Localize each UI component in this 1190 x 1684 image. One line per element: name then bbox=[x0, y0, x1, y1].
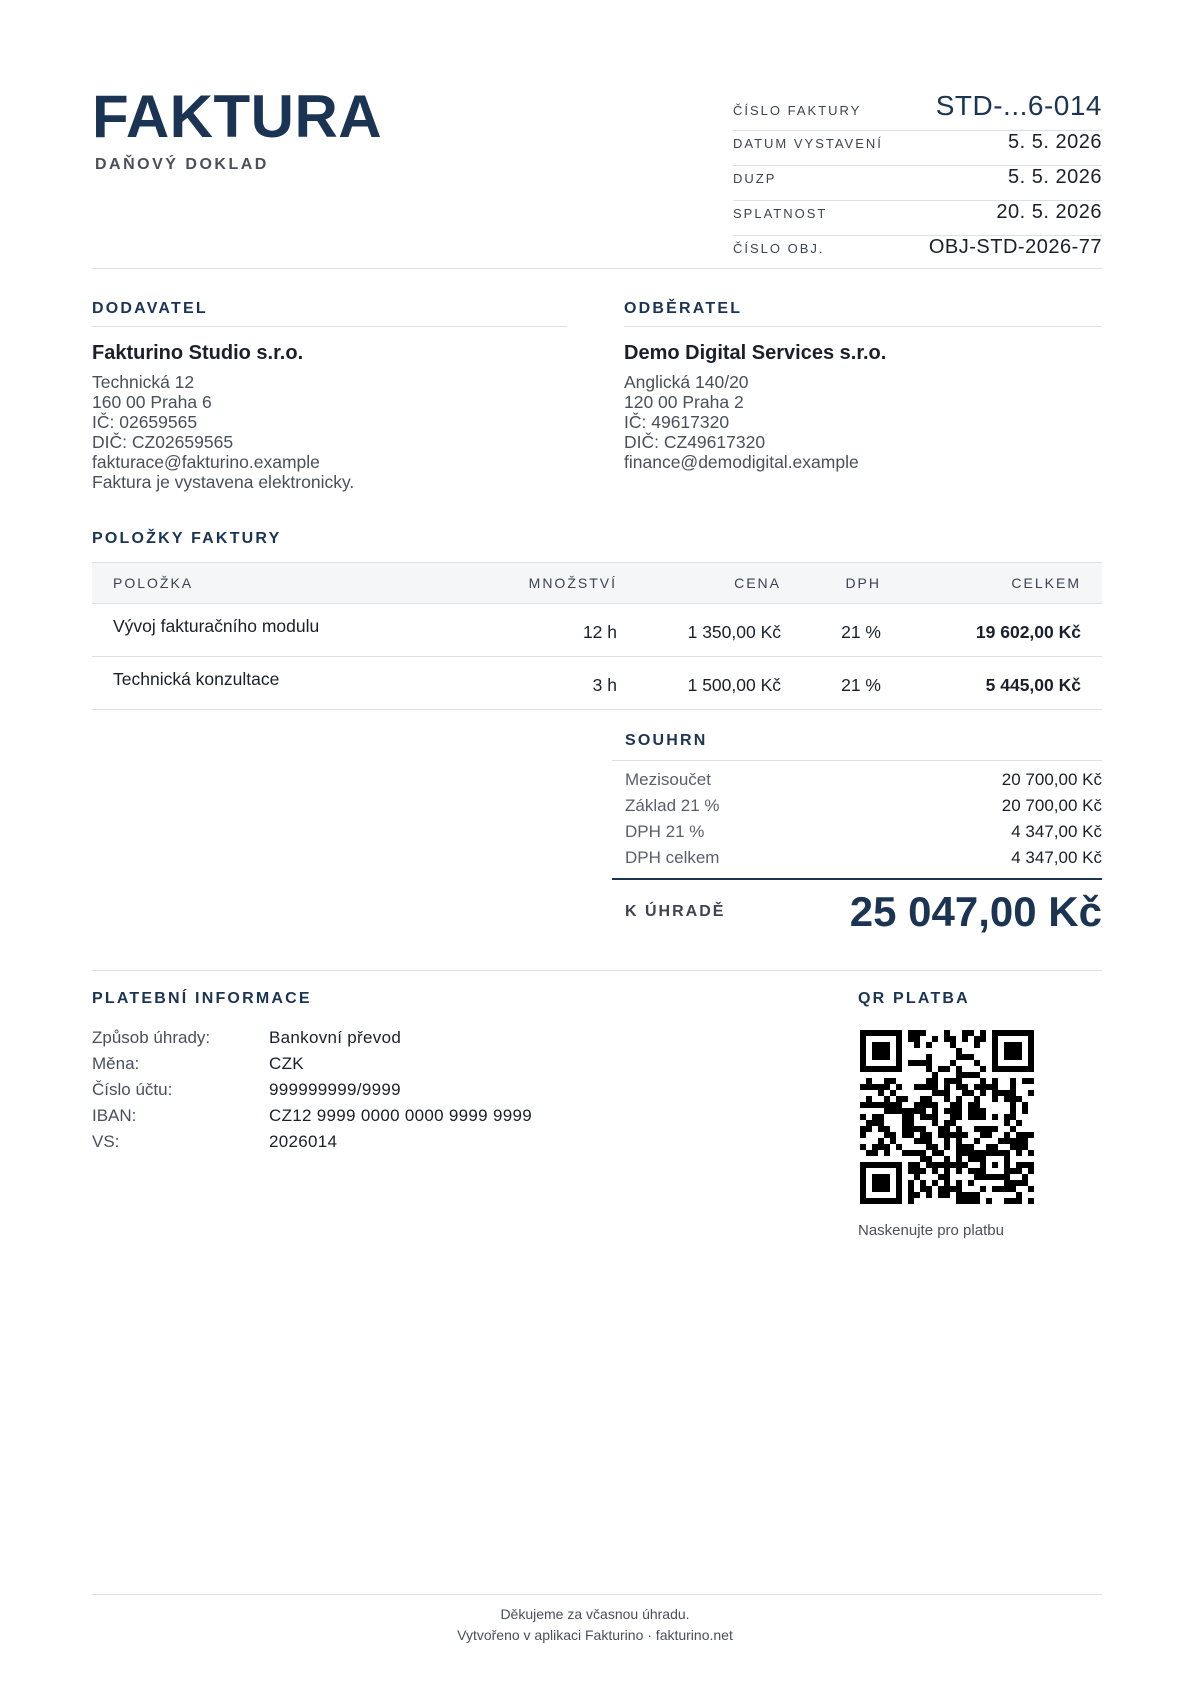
cell-vat: 21 % bbox=[841, 622, 881, 642]
summary-label: Mezisoučet bbox=[625, 770, 711, 789]
customer-details bbox=[624, 372, 859, 472]
meta-value: STD-...6-014 bbox=[935, 90, 1102, 121]
summary-row bbox=[625, 822, 1102, 848]
supplier-line: 160 00 Praha 6 bbox=[92, 392, 212, 412]
total-divider bbox=[612, 878, 1102, 880]
cell-vat: 21 % bbox=[841, 675, 881, 695]
amount-due-value: 25 047,00 Kč bbox=[849, 888, 1102, 935]
table-header bbox=[92, 562, 1102, 604]
qr-code-icon bbox=[860, 1030, 1034, 1204]
supplier-details bbox=[92, 372, 354, 492]
supplier-name: Fakturino Studio s.r.o. bbox=[92, 342, 304, 364]
payment-label: Způsob úhrady: bbox=[92, 1028, 211, 1047]
meta-label: ČÍSLO FAKTURY bbox=[733, 103, 862, 118]
summary-value: 20 700,00 Kč bbox=[1001, 770, 1102, 789]
cell-qty: 3 h bbox=[592, 675, 617, 695]
payment-label: Měna: bbox=[92, 1054, 140, 1073]
supplier-divider bbox=[92, 326, 567, 327]
amount-due-label: K ÚHRADĚ bbox=[625, 903, 726, 920]
invoice-subtitle: DAŇOVÝ DOKLAD bbox=[95, 156, 269, 173]
customer-email: finance@demodigital.example bbox=[624, 452, 859, 472]
cell-total: 19 602,00 Kč bbox=[975, 622, 1081, 642]
column-header-price: CENA bbox=[734, 575, 781, 591]
header-divider bbox=[92, 268, 1102, 269]
column-header-qty: MNOŽSTVÍ bbox=[528, 575, 617, 591]
payment-label: IBAN: bbox=[92, 1106, 137, 1125]
meta-row-invoice-number bbox=[733, 90, 1102, 131]
supplier-line: IČ: 02659565 bbox=[92, 412, 198, 432]
payment-value: CZK bbox=[269, 1054, 304, 1073]
items-heading: POLOŽKY FAKTURY bbox=[92, 530, 282, 547]
summary-row bbox=[625, 796, 1102, 822]
summary-label: DPH celkem bbox=[625, 848, 720, 867]
qr-heading: QR PLATBA bbox=[858, 990, 970, 1007]
table-row bbox=[92, 657, 1102, 710]
customer-line: IČ: 49617320 bbox=[624, 412, 730, 432]
supplier-line: DIČ: CZ02659565 bbox=[92, 432, 234, 452]
column-header-total: CELKEM bbox=[1011, 575, 1081, 591]
supplier-line: Technická 12 bbox=[92, 372, 195, 392]
meta-label: DUZP bbox=[733, 171, 777, 186]
summary-table bbox=[625, 770, 1102, 874]
summary-label: DPH 21 % bbox=[625, 822, 705, 841]
meta-row-duzp bbox=[733, 166, 1102, 201]
meta-value: OBJ-STD-2026-77 bbox=[928, 236, 1102, 258]
payment-heading: PLATEBNÍ INFORMACE bbox=[92, 990, 312, 1007]
invoice-title: FAKTURA bbox=[92, 83, 383, 150]
payment-label: VS: bbox=[92, 1132, 120, 1151]
meta-value: 5. 5. 2026 bbox=[1008, 131, 1102, 153]
payment-value: 999999999/9999 bbox=[269, 1080, 401, 1099]
supplier-heading: DODAVATEL bbox=[92, 300, 208, 317]
summary-value: 20 700,00 Kč bbox=[1001, 796, 1102, 815]
meta-label: SPLATNOST bbox=[733, 206, 828, 221]
invoice-meta bbox=[733, 90, 1102, 270]
footer-thanks: Děkujeme za včasnou úhradu. bbox=[500, 1606, 690, 1622]
footer-credit: Vytvořeno v aplikaci Fakturino · fakturino.net bbox=[457, 1627, 733, 1643]
supplier-line: Faktura je vystavena elektronicky. bbox=[92, 472, 355, 492]
payment-row bbox=[92, 1028, 532, 1054]
customer-divider bbox=[624, 326, 1102, 327]
summary-value: 4 347,00 Kč bbox=[1011, 848, 1102, 867]
summary-divider bbox=[612, 760, 1102, 761]
payment-info bbox=[92, 1028, 532, 1158]
summary-label: Základ 21 % bbox=[625, 796, 720, 815]
payment-value: Bankovní převod bbox=[269, 1028, 402, 1047]
customer-line: DIČ: CZ49617320 bbox=[624, 432, 766, 452]
column-header-item: POLOŽKA bbox=[113, 575, 194, 591]
customer-line: 120 00 Praha 2 bbox=[624, 392, 744, 412]
cell-item: Vývoj fakturačního modulu bbox=[113, 616, 320, 636]
table-row bbox=[92, 604, 1102, 657]
meta-value: 20. 5. 2026 bbox=[996, 201, 1102, 223]
customer-line: Anglická 140/20 bbox=[624, 372, 749, 392]
payment-divider bbox=[92, 970, 1102, 971]
meta-row-due-date bbox=[733, 201, 1102, 236]
meta-label: DATUM VYSTAVENÍ bbox=[733, 136, 883, 151]
column-header-vat: DPH bbox=[845, 575, 881, 591]
payment-row bbox=[92, 1132, 532, 1158]
cell-price: 1 350,00 Kč bbox=[687, 622, 781, 642]
supplier-email: fakturace@fakturino.example bbox=[92, 452, 320, 472]
payment-row bbox=[92, 1054, 532, 1080]
summary-heading: SOUHRN bbox=[625, 732, 708, 749]
footer-divider bbox=[92, 1594, 1102, 1595]
payment-row bbox=[92, 1106, 532, 1132]
payment-row bbox=[92, 1080, 532, 1106]
cell-qty: 12 h bbox=[582, 622, 617, 642]
qr-caption: Naskenujte pro platbu bbox=[858, 1222, 1004, 1239]
summary-value: 4 347,00 Kč bbox=[1011, 822, 1102, 841]
meta-value: 5. 5. 2026 bbox=[1008, 166, 1102, 188]
meta-label: ČÍSLO OBJ. bbox=[733, 241, 825, 256]
payment-label: Číslo účtu: bbox=[92, 1080, 173, 1099]
summary-row bbox=[625, 848, 1102, 874]
payment-value: CZ12 9999 0000 0000 9999 9999 bbox=[269, 1106, 532, 1125]
customer-heading: ODBĚRATEL bbox=[624, 300, 743, 317]
customer-name: Demo Digital Services s.r.o. bbox=[624, 342, 887, 364]
summary-row bbox=[625, 770, 1102, 796]
items-table bbox=[92, 562, 1102, 710]
meta-row-issue-date bbox=[733, 131, 1102, 166]
cell-total: 5 445,00 Kč bbox=[985, 675, 1081, 695]
meta-row-order-number bbox=[733, 236, 1102, 270]
cell-price: 1 500,00 Kč bbox=[687, 675, 781, 695]
payment-value: 2026014 bbox=[269, 1132, 338, 1151]
cell-item: Technická konzultace bbox=[113, 669, 280, 689]
